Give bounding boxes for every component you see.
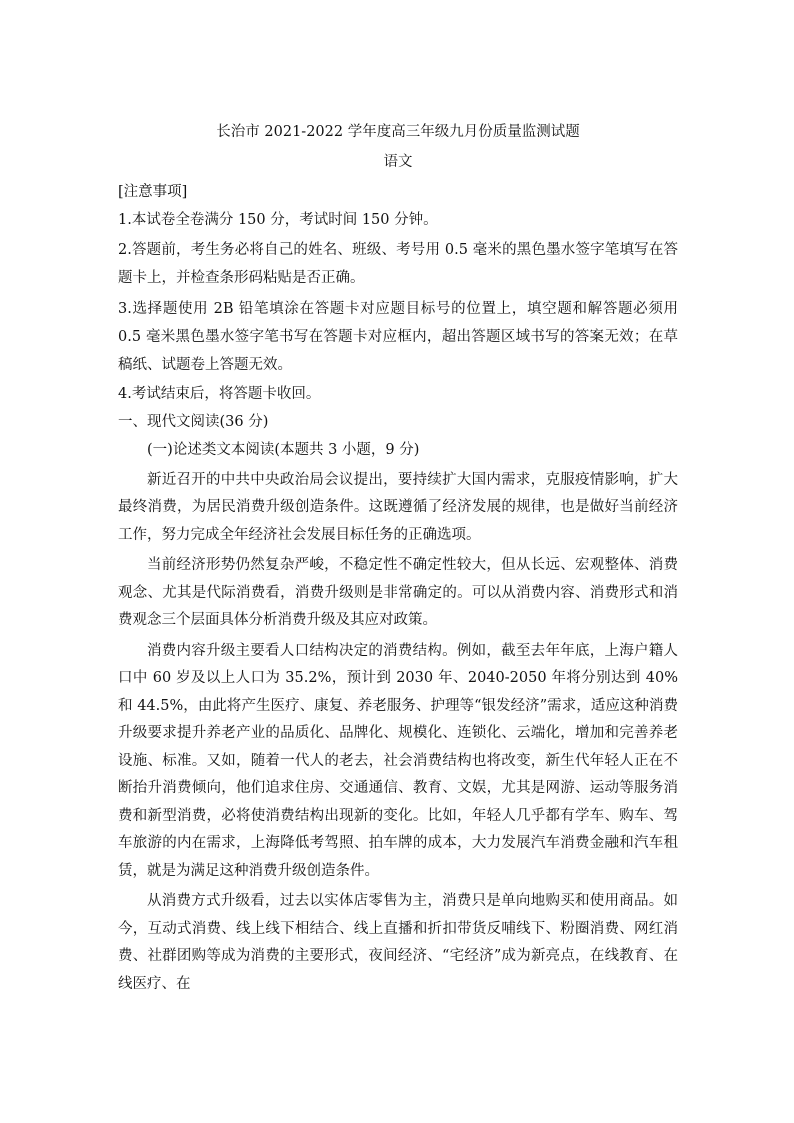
subsection-heading: (一)论述类文本阅读(本题共 3 小题，9 分) [147,442,420,458]
notice-item: 1.本试卷全卷满分 150 分，考试时间 150 分钟。 [118,212,438,228]
section-heading: 一、现代文阅读(36 分) [118,414,269,430]
subject-title: 语文 [383,154,413,170]
passage-paragraph: 从消费方式升级看，过去以实体店零售为主，消费只是单向地购买和使用商品。如今，互动式消费、线上线下相结合、线上直播和折扣带货反哺线下、粉圈消费、网红消费、社群团购等成为消费的主要形式，夜间经济、“宅经济”成为新亮点，在线教育、在线医疗、在 [118,893,678,992]
passage-paragraph: 新近召开的中共中央政治局会议提出，要持续扩大国内需求，克服疫情影响，扩大最终消费，为居民消费升级创造条件。这既遵循了经济发展的规律，也是做好当前经济工作，努力完成全年经济社会发展目标任务的正确选项。 [118,471,678,543]
notice-item: 2.答题前，考生务必将自己的姓名、班级、考号用 0.5 毫米的黑色墨水签字笔填写在答题卡上，并检查条形码粘贴是否正确。 [118,242,678,286]
passage-paragraph: 当前经济形势仍然复杂严峻，不稳定性不确定性较大，但从长远、宏观整体、消费观念、尤其是代际消费看，消费升级则是非常确定的。可以从消费内容、消费形式和消费观念三个层面具体分析消费升级及其应对政策。 [118,557,678,629]
notice-section [118,180,678,407]
exam-title: 长治市 2021-2022 学年度高三年级九月份质量监测试题 [216,124,580,140]
notice-item: 3.选择题使用 2B 铅笔填涂在答题卡对应题目标号的位置上，填空题和解答题必须用 0.5 毫米黑色墨水签字笔书写在答题卡对应框内，超出答题区域书写的答案无效；在草稿纸、试题卷上答题无效。 [118,301,678,373]
notice-heading: [注意事项] [118,184,188,200]
exam-page [118,122,678,998]
passage-paragraph: 消费内容升级主要看人口结构决定的消费结构。例如，截至去年年底，上海户籍人口中 60 岁及以上人口为 35.2%，预计到 2030 年、2040-2050 年将分别达到 40%和 44.5%，由此将产生医疗、康复、养老服务、护理等“银发经济”需求，适应这种消费升级要求提升养老产业的品质化、品牌化、规模化、连锁化、云端化，增加和完善养老设施、标准。又如，随着一代人的老去，社会消费结构也将改变，新生代年轻人正在不断抬升消费倾向，他们追求住房、交通通信、教育、文娱，尤其是网游、运动等服务消费和新型消费，必将使消费结构出现新的变化。比如，年轻人几乎都有学车、购车、驾车旅游的内在需求，上海降低考驾照、拍车牌的成本，大力发展汽车消费金融和汽车租赁，就是为满足这种消费升级创造条件。 [118,642,678,879]
notice-item: 4.考试结束后，将答题卡收回。 [118,386,321,402]
reading-passage [118,467,678,999]
